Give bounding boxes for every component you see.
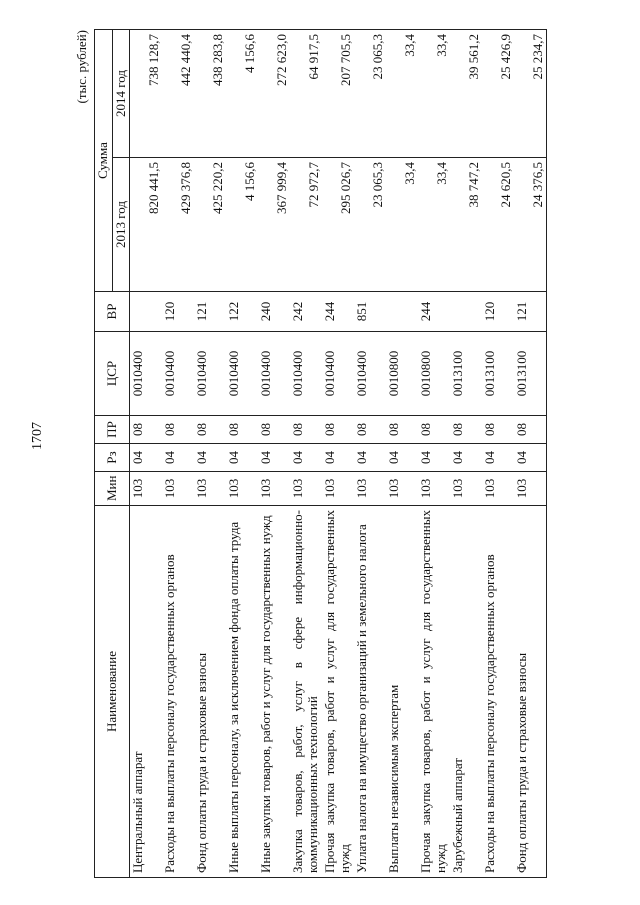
cell-name: Прочая закупка товаров, работ и услуг для государственных нужд	[418, 506, 450, 878]
cell-csr: 0010400	[130, 332, 163, 416]
header-2014: 2014 год	[112, 30, 130, 158]
cell-vr: 240	[258, 292, 290, 332]
cell-rz: 04	[258, 444, 290, 472]
cell-min: 103	[258, 472, 290, 506]
cell-vr: 244	[322, 292, 354, 332]
cell-name: Иные закупки товаров, работ и услуг для государственных нужд	[258, 506, 290, 878]
cell-min: 103	[514, 472, 547, 506]
cell-vr: 120	[162, 292, 194, 332]
cell-pr: 08	[450, 416, 482, 444]
cell-csr: 0010800	[418, 332, 450, 416]
cell-rz: 04	[354, 444, 386, 472]
cell-min: 103	[482, 472, 514, 506]
cell-min: 103	[162, 472, 194, 506]
cell-pr: 08	[258, 416, 290, 444]
cell-2013: 425 220,2	[194, 158, 226, 292]
cell-vr: 121	[514, 292, 547, 332]
cell-2014: 33,4	[386, 30, 418, 158]
header-name: Наименование	[95, 506, 130, 878]
cell-vr	[450, 292, 482, 332]
header-2013: 2013 год	[112, 158, 130, 292]
cell-rz: 04	[226, 444, 258, 472]
cell-csr: 0013100	[514, 332, 547, 416]
cell-pr: 08	[418, 416, 450, 444]
cell-rz: 04	[386, 444, 418, 472]
cell-2014: 4 156,6	[226, 30, 258, 158]
cell-2013: 33,4	[386, 158, 418, 292]
table-row	[162, 30, 194, 878]
table-row	[258, 30, 290, 878]
cell-2013: 4 156,6	[226, 158, 258, 292]
cell-csr: 0010400	[322, 332, 354, 416]
rotated-table-frame	[76, 30, 592, 878]
cell-min: 103	[450, 472, 482, 506]
cell-name: Расходы на выплаты персоналу государственных органов	[482, 506, 514, 878]
cell-min: 103	[386, 472, 418, 506]
cell-vr: 120	[482, 292, 514, 332]
cell-vr: 121	[194, 292, 226, 332]
table-row	[322, 30, 354, 878]
cell-name: Фонд оплаты труда и страховые взносы	[194, 506, 226, 878]
cell-rz: 04	[450, 444, 482, 472]
cell-name: Прочая закупка товаров, работ и услуг для государственных нужд	[322, 506, 354, 878]
header-vr: ВР	[95, 292, 130, 332]
cell-rz: 04	[418, 444, 450, 472]
table-row	[418, 30, 450, 878]
cell-2014: 33,4	[418, 30, 450, 158]
cell-pr: 08	[290, 416, 322, 444]
table-row	[386, 30, 418, 878]
cell-rz: 04	[322, 444, 354, 472]
cell-pr: 08	[322, 416, 354, 444]
table-row	[226, 30, 258, 878]
cell-name: Расходы на выплаты персоналу государственных органов	[162, 506, 194, 878]
cell-2013: 429 376,8	[162, 158, 194, 292]
cell-2014: 738 128,7	[130, 30, 163, 158]
cell-2013: 38 747,2	[450, 158, 482, 292]
cell-pr: 08	[226, 416, 258, 444]
cell-rz: 04	[514, 444, 547, 472]
cell-min: 103	[418, 472, 450, 506]
cell-csr: 0010400	[226, 332, 258, 416]
table-row	[450, 30, 482, 878]
cell-csr: 0010400	[162, 332, 194, 416]
cell-2014: 272 623,0	[258, 30, 290, 158]
table-row	[354, 30, 386, 878]
cell-2014: 442 440,4	[162, 30, 194, 158]
cell-vr: 122	[226, 292, 258, 332]
cell-2013: 295 026,7	[322, 158, 354, 292]
cell-min: 103	[322, 472, 354, 506]
cell-2014: 23 065,3	[354, 30, 386, 158]
cell-2014: 64 917,5	[290, 30, 322, 158]
table-row	[130, 30, 163, 878]
cell-name: Центральный аппарат	[130, 506, 163, 878]
cell-name: Фонд оплаты труда и страховые взносы	[514, 506, 547, 878]
cell-2013: 23 065,3	[354, 158, 386, 292]
cell-csr: 0010800	[386, 332, 418, 416]
cell-csr: 0010400	[354, 332, 386, 416]
cell-vr	[386, 292, 418, 332]
cell-name: Зарубежный аппарат	[450, 506, 482, 878]
table-row	[194, 30, 226, 878]
table-row	[514, 30, 547, 878]
header-sum: Сумма	[95, 30, 113, 292]
cell-csr: 0010400	[258, 332, 290, 416]
cell-rz: 04	[482, 444, 514, 472]
cell-min: 103	[290, 472, 322, 506]
header-rz: Рз	[95, 444, 130, 472]
cell-pr: 08	[162, 416, 194, 444]
cell-name: Уплата налога на имущество организаций и земельного налога	[354, 506, 386, 878]
cell-rz: 04	[162, 444, 194, 472]
cell-vr: 244	[418, 292, 450, 332]
cell-pr: 08	[514, 416, 547, 444]
cell-2013: 820 441,5	[130, 158, 163, 292]
table-row	[482, 30, 514, 878]
cell-vr: 851	[354, 292, 386, 332]
cell-vr	[130, 292, 163, 332]
cell-csr: 0013100	[450, 332, 482, 416]
cell-2013: 24 376,5	[514, 158, 547, 292]
table-row	[290, 30, 322, 878]
cell-min: 103	[354, 472, 386, 506]
cell-2014: 438 283,8	[194, 30, 226, 158]
cell-min: 103	[130, 472, 163, 506]
cell-csr: 0010400	[194, 332, 226, 416]
cell-name: Закупка товаров, работ, услуг в сфере информационно-коммуникационных технологий	[290, 506, 322, 878]
cell-min: 103	[194, 472, 226, 506]
unit-note: (тыс. рублей)	[74, 30, 89, 104]
page-number: 1707	[30, 422, 45, 450]
cell-2014: 25 234,7	[514, 30, 547, 158]
cell-2013: 24 620,5	[482, 158, 514, 292]
header-csr: ЦСР	[95, 332, 130, 416]
cell-pr: 08	[386, 416, 418, 444]
cell-pr: 08	[354, 416, 386, 444]
cell-pr: 08	[130, 416, 163, 444]
cell-2013: 367 999,4	[258, 158, 290, 292]
header-min: Мин	[95, 472, 130, 506]
cell-2013: 72 972,7	[290, 158, 322, 292]
cell-rz: 04	[290, 444, 322, 472]
cell-pr: 08	[482, 416, 514, 444]
header-row-top	[95, 30, 113, 878]
cell-vr: 242	[290, 292, 322, 332]
budget-table	[94, 29, 547, 878]
cell-rz: 04	[194, 444, 226, 472]
cell-csr: 0013100	[482, 332, 514, 416]
cell-rz: 04	[130, 444, 163, 472]
cell-name: Иные выплаты персоналу, за исключением фонда оплаты труда	[226, 506, 258, 878]
header-pr: ПР	[95, 416, 130, 444]
cell-2014: 207 705,5	[322, 30, 354, 158]
cell-pr: 08	[194, 416, 226, 444]
cell-2013: 33,4	[418, 158, 450, 292]
cell-csr: 0010400	[290, 332, 322, 416]
table-body	[130, 30, 547, 878]
cell-2014: 25 426,9	[482, 30, 514, 158]
cell-name: Выплаты независимым экспертам	[386, 506, 418, 878]
cell-min: 103	[226, 472, 258, 506]
cell-2014: 39 561,2	[450, 30, 482, 158]
